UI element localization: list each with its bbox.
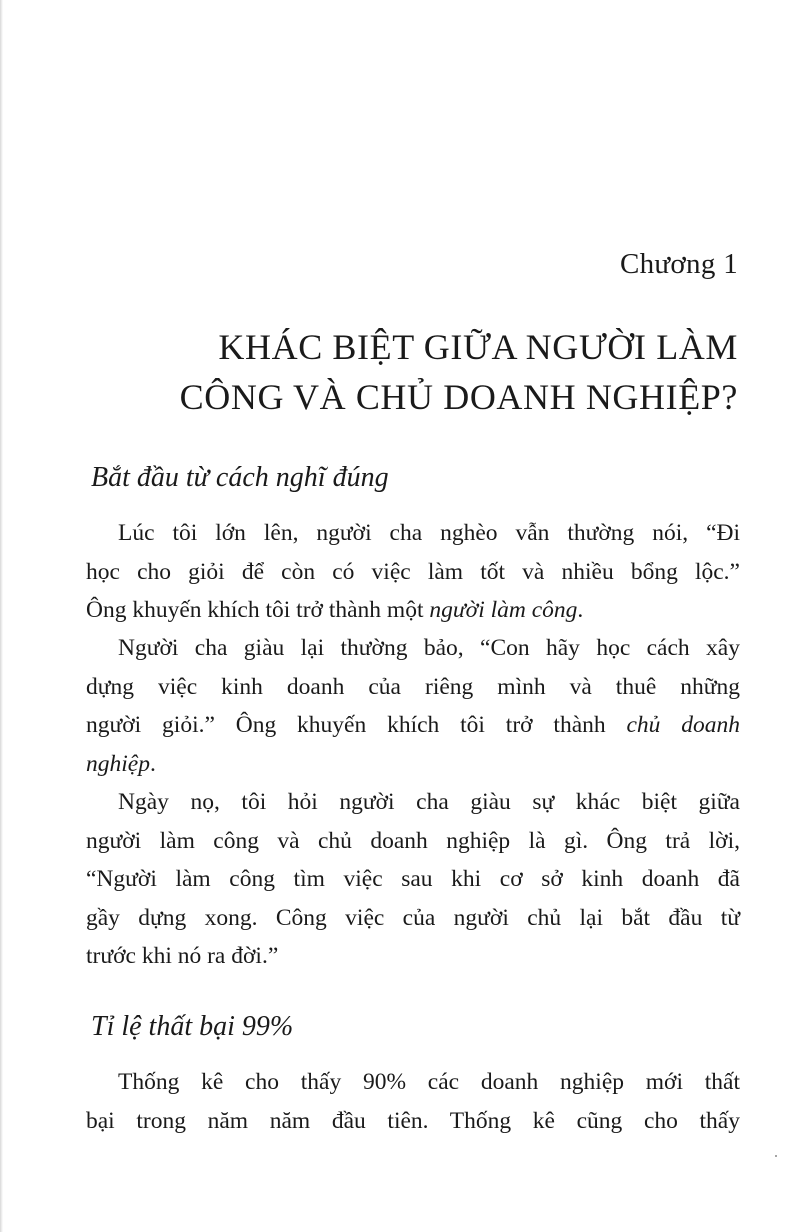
page-edge-shadow [0, 0, 3, 1232]
emphasis-text: người làm công [429, 597, 578, 623]
section-heading: Bắt đầu từ cách nghĩ đúng [91, 462, 389, 493]
text-line: “Người làm công tìm việc sau khi cơ sở kinh doanh đã [86, 866, 740, 892]
text-line: Lúc tôi lớn lên, người cha nghèo vẫn thường nói, “Đi [118, 520, 740, 546]
chapter-title-line: KHÁC BIỆT GIỮA NGƯỜI LÀM [218, 327, 738, 367]
text-line [86, 706, 740, 745]
chapter-label: Chương 1 [619, 248, 738, 280]
text-segment: . [577, 597, 584, 623]
text-line: Thống kê cho thấy 90% các doanh nghiệp mới thất [118, 1069, 740, 1095]
section-heading: Tỉ lệ thất bại 99% [91, 1011, 294, 1042]
paragraph [86, 629, 740, 783]
text-line [86, 591, 740, 630]
text-line: người làm công và chủ doanh nghiệp là gì. Ông trả lời, [86, 827, 740, 854]
emphasis-text: chủ doanh [626, 712, 740, 738]
text-line: bại trong năm năm đầu tiên. Thống kê cũng cho thấy [86, 1107, 740, 1134]
paragraph [86, 1063, 740, 1140]
chapter-title [78, 322, 738, 422]
text-segment: Ông khuyến khích tôi trở thành một [86, 597, 430, 623]
text-line: Người cha giàu lại thường bảo, “Con hãy học cách xây [118, 635, 740, 661]
text-segment: người giỏi.” Ông khuyến khích tôi trở thành [86, 712, 627, 738]
paragraph [86, 514, 740, 630]
text-line: gầy dựng xong. Công việc của người chủ lại bắt đầu từ [86, 904, 740, 931]
text-segment: . [149, 750, 156, 777]
text-line [86, 745, 740, 784]
text-line: Ngày nọ, tôi hỏi người cha giàu sự khác biệt giữa [118, 789, 740, 815]
paragraph [86, 783, 740, 976]
text-line: học cho giỏi để còn có việc làm tốt và nhiều bổng lộc.” [86, 558, 740, 585]
emphasis-text: nghiệp [86, 750, 150, 777]
text-line: dựng việc kinh doanh của riêng mình và thuê những [86, 673, 740, 700]
chapter-title-line: CÔNG VÀ CHỦ DOANH NGHIỆP? [179, 377, 738, 417]
print-speck [775, 1155, 777, 1157]
text-line: trước khi nó ra đời.” [86, 943, 279, 969]
